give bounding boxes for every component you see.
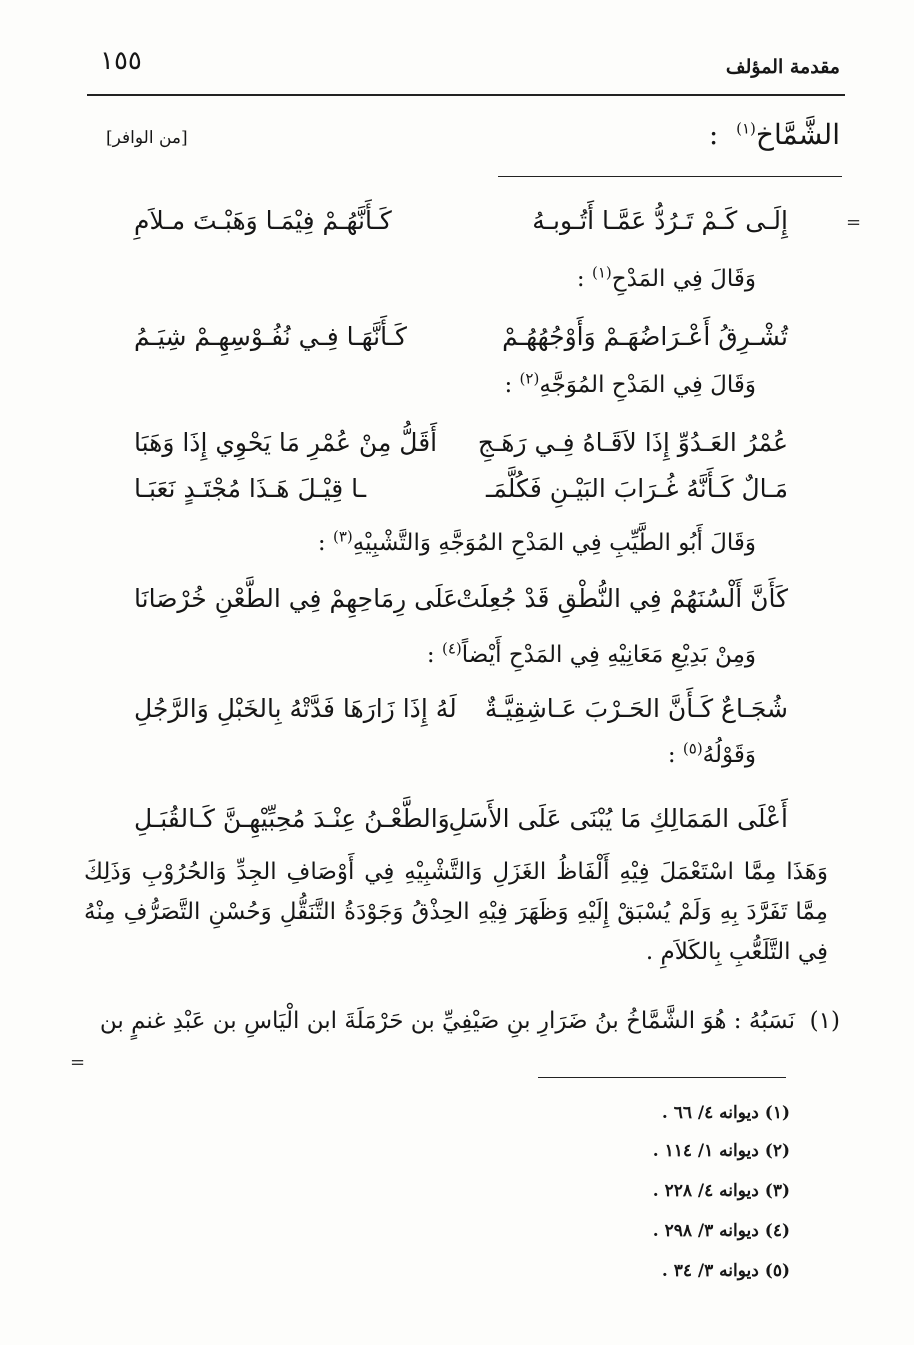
intro-text: وَقَالَ أَبُو الطَّيِّبِ فِي المَدْحِ المُوَجَّهِ وَالتَّشْبِيْهِ — [352, 530, 756, 556]
continuation-mark-bottom: = — [70, 1052, 86, 1073]
intro-text: وَمِنْ بَدِيْعِ مَعَانِيْهِ فِي المَدْحِ أَيْضاً — [461, 642, 756, 668]
verse-intro — [317, 527, 756, 556]
verse-second-hemistich: أَقَلُّ مِنْ عُمْرِ مَا يَحْوِي إِذَا وَهَبَا — [134, 428, 438, 457]
verse-first-hemistich: مَـالٌ كَـأَنَّهُ غُـرَابَ البَيْـنِ فَكُلَّمَـ — [486, 474, 788, 503]
verse-second-hemistich: وَالطَّعْـنُ عِنْـدَ مُحِبِّيْهِـنَّ كَـالقُبَـلِ — [134, 804, 450, 833]
intro-colon: : — [667, 742, 683, 768]
footnote: (١) ديوانه ٤/ ٦٦ . — [661, 1103, 790, 1123]
footnote-ref: (٢) — [519, 369, 540, 388]
footnote: (٤) ديوانه ٣/ ٢٩٨ . — [652, 1221, 790, 1241]
footnote-rule — [538, 1077, 786, 1078]
poet-name: الشَّمَّاخ — [755, 118, 840, 151]
verse-first-hemistich: شُجَـاعٌ كَـأَنَّ الحَـرْبَ عَـاشِقِيَّـةٌ — [484, 694, 788, 723]
footnote-ref: (٥) — [682, 739, 703, 758]
footnote: (٥) ديوانه ٣/ ٣٤ . — [661, 1261, 790, 1281]
verse-intro — [504, 369, 756, 398]
verse-second-hemistich: كَـأَنَّهُـمْ فِيْمَـا وَهَبْـتَ مـلاَمِ — [134, 206, 392, 235]
verse-first-hemistich: كَأَنَّ أَلْسُنَهُمْ فِي النُّطْقِ قَدْ جُعِلَتْ — [456, 584, 788, 613]
page-number: ١٥٥ — [100, 46, 142, 76]
verse-first-hemistich: عُمْرُ العَـدُوِّ إِذَا لاَقَـاهُ فِـي رَهَـجِ — [477, 428, 788, 457]
prose-paragraph: وَهَذَا مِمَّا اسْتَعْمَلَ فِيْهِ أَلْفَاظُ الغَزَلِ وَالتَّشْبِيْهِ فِي أَوْصَافِ الجِدِّ وَالحُرُوْبِ وَذَلِكَ مِمَّا تَفَرَّدَ بِهِ وَلَمْ يُسْبَقْ إِلَيْهِ وَظَهَرَ فِيْهِ الحِذْقُ وَجَوْدَةُ التَّنَقُّلِ وَحُسْنِ التَّصَرُّفِ مِنْهُ فِي التَّلَعُّبِ بِالكَلاَمِ . — [84, 859, 828, 965]
verse-second-hemistich: عَلَى رِمَاحِهِمْ فِي الطَّعْنِ خُرْصَانَا — [134, 584, 459, 613]
intro-colon: : — [317, 530, 333, 556]
footnote-ref: (١) — [591, 263, 612, 282]
note-number: (١) — [809, 1008, 840, 1034]
continuation-mark-top: = — [846, 212, 862, 233]
verse-first-hemistich: أَعْلَى المَمَالِكِ مَا يُبْنَى عَلَى الأَسَلِ — [448, 804, 788, 833]
footnote-ref: (٤) — [441, 639, 462, 658]
header-rule — [87, 94, 845, 96]
note-text: نَسَبُهُ : هُوَ الشَّمَّاخُ بنُ ضَرَارِ بنِ صَيْفِيِّ بن حَرْمَلَةَ ابن الْيَاسِ بن عَبْدِ غنمٍ بن — [99, 1008, 796, 1034]
verse-first-hemistich: تُشْـرِقُ أَعْـرَاضُهَـمْ وَأَوْجُهُهُـمْ — [502, 322, 788, 351]
running-head: مقدمة المؤلف — [725, 56, 840, 78]
title-colon: : — [708, 118, 719, 151]
verse-first-hemistich: إِلَـى كَـمْ تَـرُدُّ عَمَّـا أَتُـوبـهُ — [532, 206, 788, 235]
intro-text: وَقَوْلُهُ — [702, 742, 756, 768]
meter-label: [من الوافر] — [106, 128, 188, 148]
editor-note — [100, 1008, 840, 1034]
verse-intro — [667, 739, 756, 768]
verse-second-hemistich: كَـأَنَّهَـا فِـي نُفُـوْسِهِـمْ شِيَـمُ — [134, 322, 407, 351]
footnote-ref: (٣) — [332, 527, 353, 546]
verse-second-hemistich: لَهُ إِذَا زَارَهَا فَدَّتْهُ بِالخَبْلِ وَالرَّجُلِ — [134, 694, 457, 723]
intro-colon: : — [576, 266, 592, 292]
verse-second-hemistich: ـا قِيْـلَ هَـذَا مُجْتَـدٍ نَعَبَـا — [134, 474, 367, 503]
intro-text: وَقَالَ فِي المَدْحِ المُوَجَّهِ — [539, 372, 756, 398]
verse-intro — [576, 263, 756, 292]
intro-colon: : — [504, 372, 520, 398]
intro-text: وَقَالَ فِي المَدْحِ — [611, 266, 756, 292]
verse-intro — [426, 639, 756, 668]
title-rule — [498, 176, 842, 177]
poet-title — [709, 118, 840, 151]
footnote-ref: (١) — [736, 119, 756, 138]
footnote: (٢) ديوانه ١/ ١١٤ . — [652, 1141, 790, 1161]
intro-colon: : — [426, 642, 442, 668]
footnote: (٣) ديوانه ٤/ ٢٢٨ . — [652, 1181, 790, 1201]
